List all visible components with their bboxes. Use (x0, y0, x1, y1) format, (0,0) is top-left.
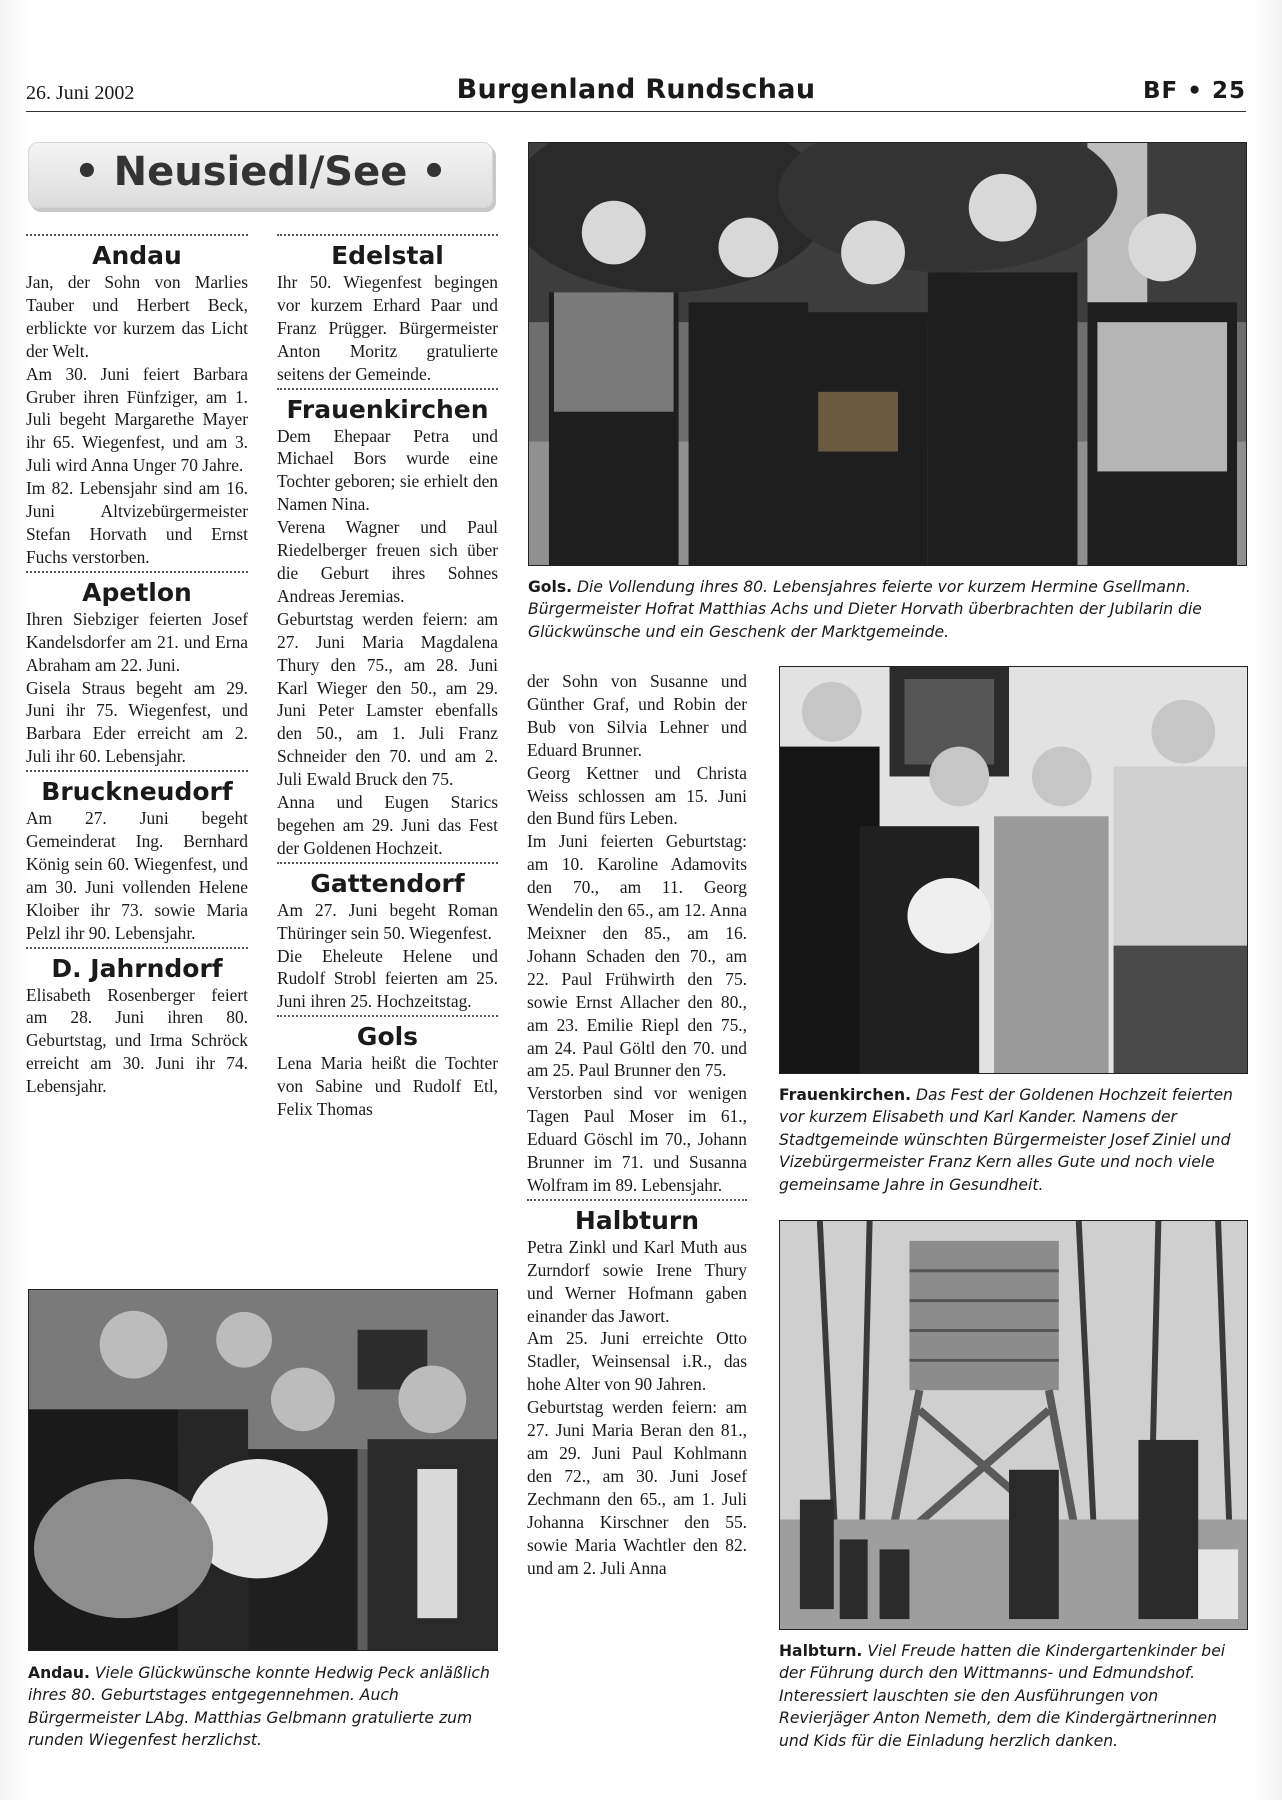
page-number: BF • 25 (1143, 78, 1246, 104)
section-heading: Gols (277, 1015, 498, 1051)
news-paragraph: Verstorben sind vor wenigen Tagen Paul Moser im 61., Eduard Göschl im 70., Johann Brunner im 71. und Susanna Wolfram im 89. Lebensjahr. (527, 1083, 747, 1195)
text-column-3 (527, 670, 747, 1581)
news-paragraph: Im Juni feierten Geburtstag: am 10. Karoline Adamovits den 70., am 11. Georg Wendelin den 65., am 12. Anna Meixner den 85., am 16. Johann Schaden den 70., am 22. Paul Frühwirth den 75. sowie Ernst Allacher den 80., am 23. Emilie Riepl den 75., am 24. Paul Göltl den 70. und am 25. Paul Brunner den 75. (527, 831, 747, 1081)
halbturn-photo-caption (779, 1640, 1248, 1752)
news-section-frauenkirchen (277, 388, 498, 860)
news-paragraph: der Sohn von Susanne und Günther Graf, und Robin der Bub von Silvia Lehner und Eduard Brunner. (527, 671, 747, 760)
gols-photo-image (529, 143, 1246, 565)
news-section-halbturn (527, 1199, 747, 1580)
halbturn-photo-image (780, 1221, 1247, 1629)
news-paragraph: Am 30. Juni feiert Barbara Gruber ihren Fünfziger, am 1. Juli begeht Margarethe Mayer ihr 65. Wiegenfest, und am 3. Juli wird Anna Unger 70 Jahre. (26, 363, 248, 476)
newspaper-title: Burgenland Rundschau (456, 74, 816, 105)
news-section-edelstal (277, 234, 498, 386)
issue-date: 26. Juni 2002 (26, 82, 135, 104)
news-paragraph: Verena Wagner und Paul Riedelberger freuen sich über die Geburt ihres Sohnes Andreas Jeremias. (277, 517, 498, 606)
caption-text: Viele Glückwünsche konnte Hedwig Peck anläßlich ihres 80. Geburtstages entgegennehmen. Auch Bürgermeister LAbg. Matthias Gelbmann gratulierte zum runden Wiegenfest herzlichst. (28, 1664, 490, 1750)
news-section-gols (277, 1015, 498, 1121)
caption-text: Viel Freude hatten die Kindergartenkinder bei der Führung durch den Wittmanns- und Edmundshof. Interessiert lauschten sie den Ausführungen von Revierjäger Anton Nemeth, dem die Kindergärtnerinnen und Kids für die Einladung herzlich danken. (779, 1642, 1226, 1750)
news-paragraph: Am 27. Juni begeht Roman Thüringer sein 50. Wiegenfest. (277, 899, 498, 943)
news-section-bruckneudorf (26, 770, 248, 944)
news-paragraph: Elisabeth Rosenberger feiert am 28. Juni ihren 80. Geburtstag, und Irma Schröck erreicht am 30. Juni ihr 74. Lebensjahr. (26, 984, 248, 1097)
news-paragraph: Am 25. Juni erreichte Otto Stadler, Weinsensal i.R., das hohe Alter von 90 Jahren. (527, 1328, 747, 1395)
page-header (26, 72, 1246, 112)
news-paragraph: Jan, der Sohn von Marlies Tauber und Herbert Beck, erblickte vor kurzem das Licht der Welt. (26, 272, 248, 361)
section-heading: Gattendorf (277, 862, 498, 898)
frauenkirchen-group-photo (779, 666, 1248, 1074)
text-column-2 (277, 234, 498, 1123)
news-paragraph: Ihren Siebziger feierten Josef Kandelsdorfer am 21. und Erna Abraham am 22. Juni. (26, 608, 248, 675)
frauenkirchen-photo-image (780, 667, 1247, 1073)
gols-photo-caption (528, 576, 1247, 643)
news-paragraph: Anna und Eugen Starics begehen am 29. Juni das Fest der Goldenen Hochzeit. (277, 792, 498, 858)
section-heading: Halbturn (527, 1199, 747, 1235)
news-section-apetlon (26, 571, 248, 768)
caption-text: Die Vollendung ihres 80. Lebensjahres feierte vor kurzem Hermine Gsellmann. Bürgermeister Hofrat Matthias Achs und Dieter Horvath überbrachten der Jubilarin die Glückwünsche und ein Geschenk der Marktgemeinde. (528, 578, 1202, 641)
news-paragraph: Lena Maria heißt die Tochter von Sabine und Rudolf Etl, Felix Thomas (277, 1053, 498, 1120)
news-paragraph: Ihr 50. Wiegenfest begingen vor kurzem Erhard Paar und Franz Prügger. Bürgermeister Anton Moritz gratulierte seitens der Gemeinde. (277, 272, 498, 384)
section-heading: Apetlon (26, 571, 248, 607)
andau-group-photo (28, 1289, 498, 1651)
news-section-d-jahrndorf (26, 947, 248, 1099)
news-section-gattendorf (277, 862, 498, 1014)
section-heading: D. Jahrndorf (26, 947, 248, 983)
region-title: • Neusiedl/See • (74, 149, 447, 195)
news-paragraph: Petra Zinkl und Karl Muth aus Zurndorf sowie Irene Thury und Werner Hofmann gaben einander das Jawort. (527, 1236, 747, 1326)
news-paragraph: Gisela Straus begeht am 29. Juni ihr 75. Wiegenfest, und Barbara Eder erreicht am 2. Juli ihr 60. Lebensjahr. (26, 677, 248, 767)
andau-photo-caption (28, 1662, 498, 1752)
news-paragraph: Geburtstag werden feiern: am 27. Juni Maria Beran den 81., am 29. Juni Paul Kohlmann den 72., am 30. Juni Josef Zechmann den 65., am 1. Juli Johanna Kirschner den 55. sowie Maria Wachtler den 82. und am 2. Juli Anna (527, 1397, 747, 1578)
section-heading: Frauenkirchen (277, 388, 498, 424)
halbturn-group-photo (779, 1220, 1248, 1630)
news-paragraph: Geburtstag werden feiern: am 27. Juni Maria Magdalena Thury den 75., am 28. Juni Karl Wieger den 50., am 29. Juni Peter Lamster ebenfalls den 50., am 1. Juli Franz Schneider den 70. und am 2. Juli Ewald Bruck den 75. (277, 608, 498, 790)
news-paragraph: Die Eheleute Helene und Rudolf Strobl feierten am 25. Juni ihren 25. Hochzeitstag. (277, 945, 498, 1012)
caption-place: Frauenkirchen. (779, 1086, 911, 1104)
section-heading: Andau (26, 234, 248, 270)
caption-text: Das Fest der Goldenen Hochzeit feierten vor kurzem Elisabeth und Karl Kander. Namens der Stadtgemeinde wünschten Bürgermeister Josef Ziniel und Vizebürgermeister Franz Kern alles Gute und noch viele gemeinsame Jahre in Gesundheit. (779, 1086, 1233, 1194)
section-heading: Edelstal (277, 234, 498, 270)
news-section-gols-continued (527, 670, 747, 1197)
section-heading: Bruckneudorf (26, 770, 248, 806)
text-column-1 (26, 234, 248, 1100)
caption-place: Gols. (528, 578, 573, 596)
news-paragraph: Georg Kettner und Christa Weiss schlossen am 15. Juni den Bund fürs Leben. (527, 762, 747, 829)
news-section-andau (26, 234, 248, 569)
gols-group-photo (528, 142, 1247, 566)
caption-place: Halbturn. (779, 1642, 863, 1660)
frauenkirchen-photo-caption (779, 1084, 1248, 1196)
andau-photo-image (29, 1290, 497, 1650)
news-paragraph: Dem Ehepaar Petra und Michael Bors wurde eine Tochter geboren; sie erhielt den Namen Nina. (277, 425, 498, 515)
news-paragraph: Im 82. Lebensjahr sind am 16. Juni Altvizebürgermeister Stefan Horvath und Ernst Fuchs verstorben. (26, 478, 248, 567)
news-paragraph: Am 27. Juni begeht Gemeinderat Ing. Bernhard König sein 60. Wiegenfest, und am 30. Juni vollenden Helene Kloiber ihr 73. sowie Maria Pelzl ihr 90. Lebensjahr. (26, 808, 248, 943)
caption-place: Andau. (28, 1664, 90, 1682)
region-banner (28, 142, 493, 208)
